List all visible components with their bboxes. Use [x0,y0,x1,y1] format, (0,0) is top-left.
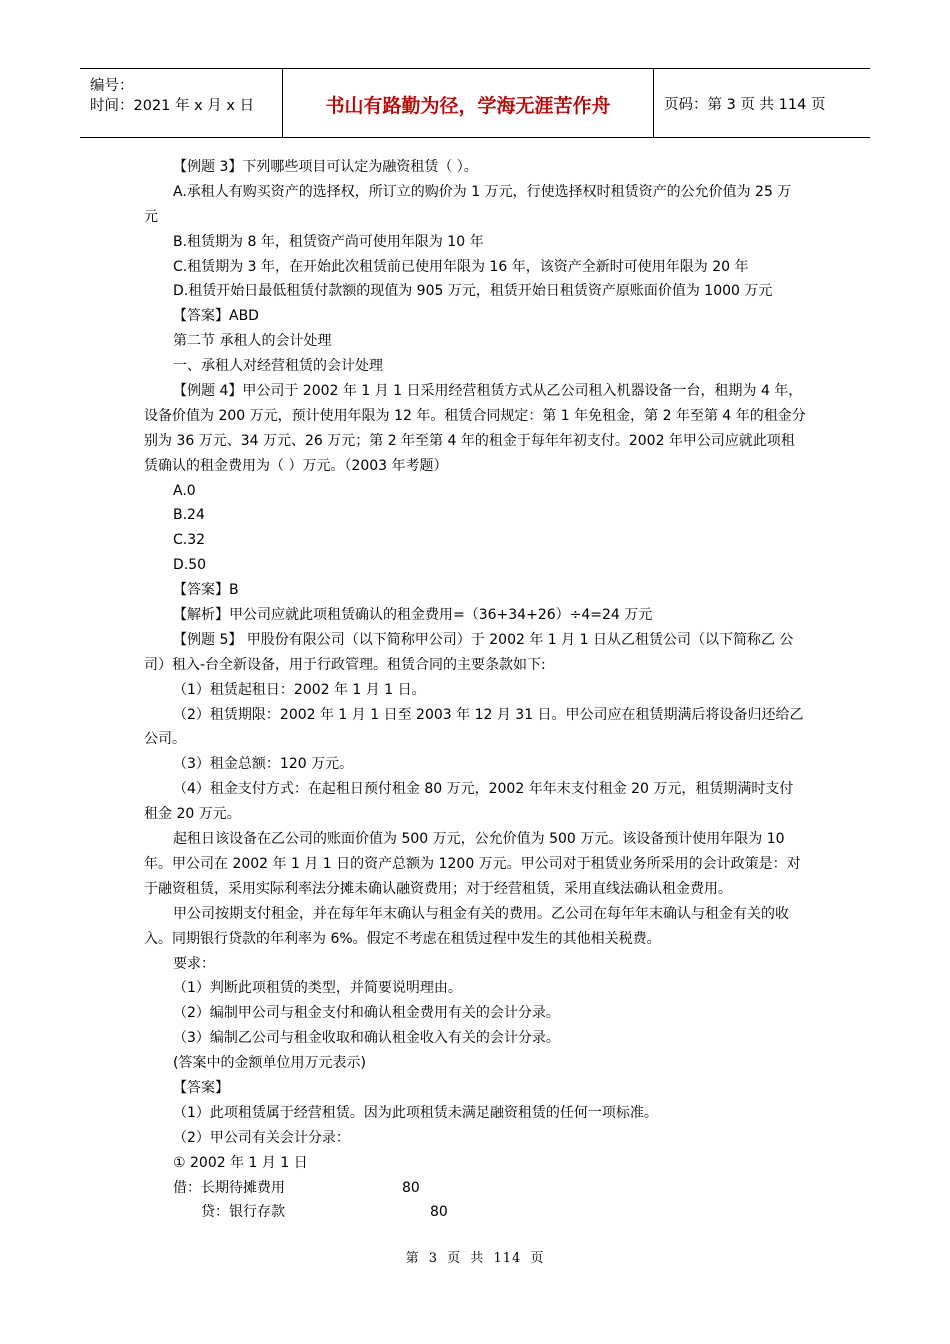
page-footer [0,1247,950,1266]
header-motto-cell [282,69,654,137]
debit-label: 借：长期待摊费用 [173,1179,285,1196]
option-a-cont: 元 [144,208,158,225]
footer-prefix: 第 [405,1251,420,1266]
answer-3: 【答案】ABD [173,308,259,325]
journal-entry-debit [144,1176,810,1201]
journal-entry-credit [144,1200,810,1225]
unit-note: (答案中的金额单位用万元表示) [173,1055,366,1072]
para-2-line-1: 甲公司按期支付租金，并在每年年末确认与租金有关的费用。乙公司在每年年末确认与租金有关的收 [173,905,789,922]
footer-page-number: 3 [428,1251,438,1266]
option-b: B.租赁期为 8 年，租赁资产尚可使用年限为 10 年 [173,233,484,250]
option-c: C.租赁期为 3 年，在开始此次租赁前已使用年限为 16 年，该资产全新时可使用年限为 20 年 [173,258,749,275]
debit-amount: 80 [402,1179,420,1196]
credit-amount: 80 [430,1204,448,1221]
requirements-heading: 要求： [173,955,215,972]
example-3-title: 【例题 3】下列哪些项目可认定为融资租赁（ ）。 [173,159,478,175]
section-heading: 第二节 承租人的会计处理 [173,333,332,350]
motto: 书山有路勤为径，学海无涯苦作舟 [325,95,611,117]
answer-5-heading: 【答案】 [173,1079,229,1096]
footer-mid-2: 共 [470,1251,485,1266]
requirement-1: （1）判断此项租赁的类型，并简要说明理由。 [173,980,462,997]
page-info: 页码：第 3 页 共 114 页 [664,97,826,113]
ex4-option-c: C.32 [173,532,206,549]
footer-total-pages: 114 [493,1251,522,1266]
page-header [80,68,870,138]
ex4-option-b: B.24 [173,507,205,524]
option-d: D.租赁开始日最低租赁付款额的现值为 905 万元，租赁开始日租赁资产原账面价值为 1000 万元 [173,283,773,300]
requirement-2: （2）编制甲公司与租金支付和确认租金费用有关的会计分录。 [173,1005,560,1022]
requirement-3: （3）编制乙公司与租金收取和确认租金收入有关的会计分录。 [173,1030,560,1047]
para-1-line-2: 年。甲公司在 2002 年 1 月 1 日的资产总额为 1200 万元。甲公司对于租赁业务所采用的会计政策是：对 [144,855,801,872]
para-2-line-2: 入。同期银行贷款的年利率为 6%。假定不考虑在租赁过程中发生的其他相关税费。 [144,930,661,947]
footer-mid-1: 页 [447,1251,462,1266]
subsection-heading: 一、承租人对经营租赁的会计处理 [173,358,383,375]
code-label: 编号： [90,78,134,94]
option-a: A.承租人有购买资产的选择权，所订立的购价为 1 万元，行使选择权时租赁资产的公允价值为 25 万 [173,183,792,200]
ex4-option-a: A.0 [173,482,196,499]
answer-5-part-1: （1）此项租赁属于经营租赁。因为此项租赁未满足融资租赁的任何一项标准。 [173,1104,658,1121]
example-4-title: 【例题 4】甲公司于 2002 年 1 月 1 日采用经营租赁方式从乙公司租入机器设备一台，租期为 4 年， [173,383,803,400]
para-1-line-3: 于融资租赁，采用实际利率法分摊未确认融资费用；对于经营租赁，采用直线法确认租金费用。 [144,880,732,897]
example-4-line-2: 设备价值为 200 万元，预计使用年限为 12 年。租赁合同规定：第 1 年免租金，第 2 年至第 4 年的租金分 [144,407,806,424]
example-5-title: 【例题 5】 甲股份有限公司（以下简称甲公司）于 2002 年 1 月 1 日从乙租赁公司（以下简称乙 公 [173,631,794,648]
footer-suffix: 页 [530,1251,545,1266]
term-1: （1）租赁起租日：2002 年 1 月 1 日。 [173,681,426,698]
answer-5-part-2: （2）甲公司有关会计分录： [173,1129,350,1146]
header-page-cell [654,69,870,137]
entry-date: ① 2002 年 1 月 1 日 [173,1154,308,1171]
example-5-line-2: 司）租入-台全新设备，用于行政管理。租赁合同的主要条款如下: [144,656,546,673]
term-3: （3）租金总额：120 万元。 [173,756,354,773]
example-4-line-3: 别为 36 万元、34 万元、26 万元；第 2 年至第 4 年的租金于每年年初支付。2002 年甲公司应就此项租 [144,432,795,449]
document-body [144,155,810,1225]
answer-4: 【答案】B [173,582,239,599]
term-2-cont: 公司。 [144,731,186,748]
header-meta-cell [80,69,280,137]
term-2: （2）租赁期限：2002 年 1 月 1 日至 2003 年 12 月 31 日。甲公司应在租赁期满后将设备归还给乙 [173,706,804,723]
term-4: （4）租金支付方式：在起租日预付租金 80 万元，2002 年年末支付租金 20 万元，租赁期满时支付 [173,781,794,798]
example-4-line-4: 赁确认的租金费用为（ ）万元。（2003 年考题） [144,457,448,474]
credit-label: 贷：银行存款 [201,1204,285,1221]
analysis-4: 【解析】甲公司应就此项租赁确认的租金费用=（36+34+26）÷4=24 万元 [173,607,653,624]
ex4-option-d: D.50 [173,557,207,574]
time-label: 时间：2021 年 x 月 x 日 [90,98,255,114]
term-4-cont: 租金 20 万元。 [144,806,241,823]
para-1-line-1: 起租日该设备在乙公司的账面价值为 500 万元，公允价值为 500 万元。该设备预计使用年限为 10 [173,831,785,848]
